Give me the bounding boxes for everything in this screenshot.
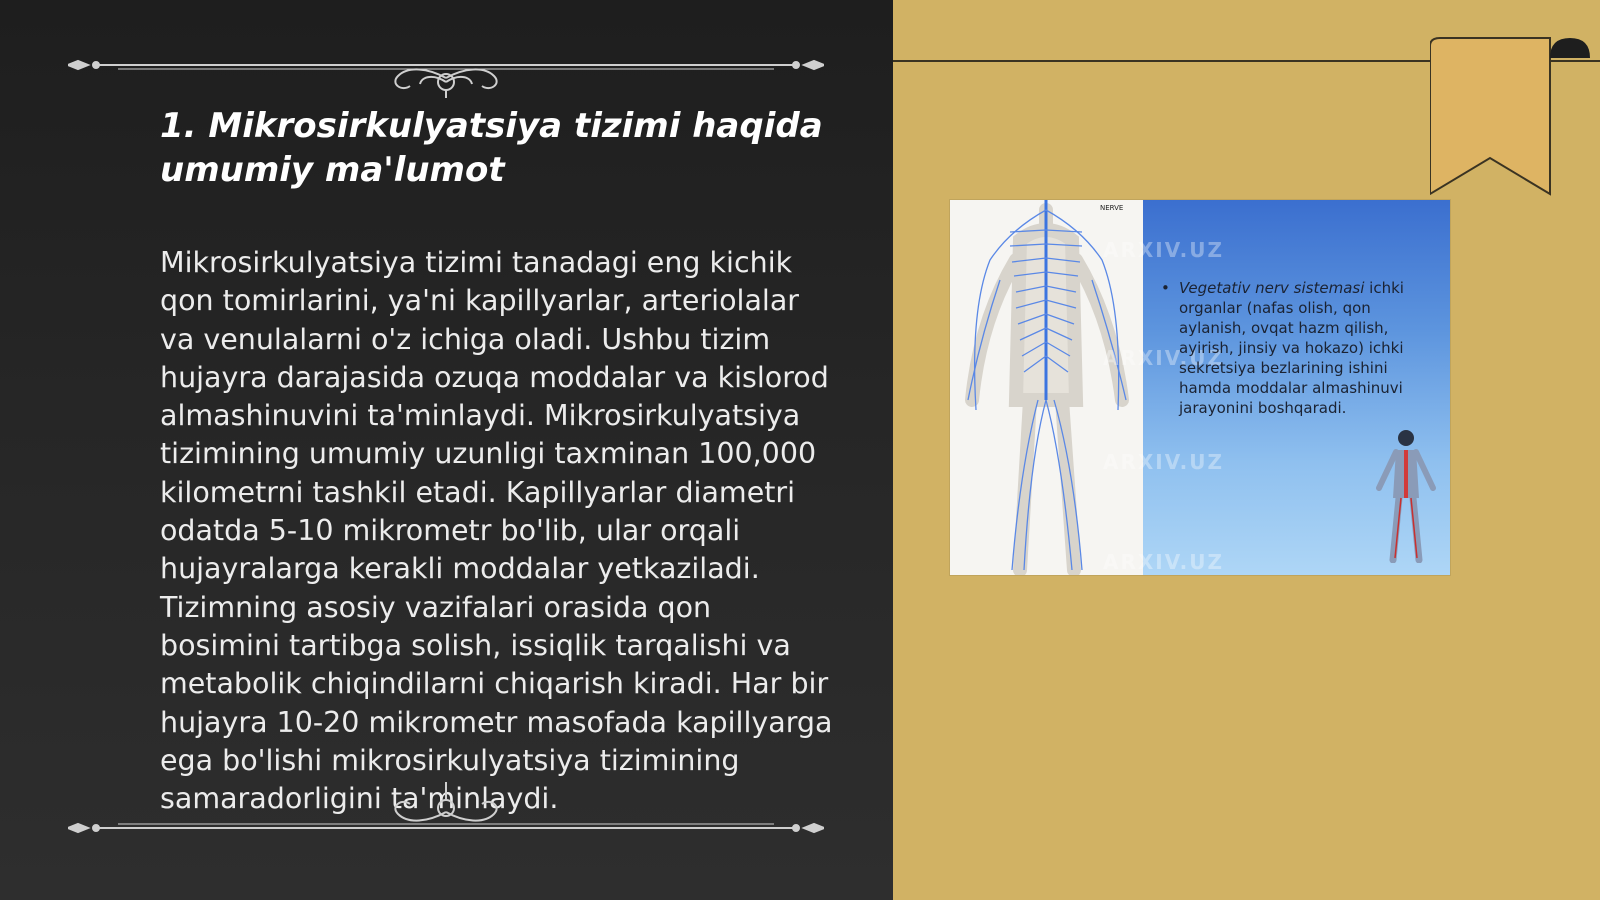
nerve-label: NERVE bbox=[1100, 204, 1124, 212]
human-body-figure-icon bbox=[1371, 428, 1441, 563]
top-ornament-divider-icon bbox=[68, 38, 824, 98]
watermark: ARXIV.UZ bbox=[1103, 550, 1224, 574]
slide-body-text: Mikrosirkulyatsiya tizimi tanadagi eng kichik qon tomirlarini, ya'ni kapillyarlar, arteriolalar va venulalarni o'z ichiga oladi. Ushbu tizim hujayra darajasida ozuqa moddalar va kislorod almashinuvini ta'minlaydi. Mikrosirkulyatsiya tizimining umumiy uzunligi taxminan 100,000 kilometrni tashkil etadi. Kapillyarlar diametri odatda 5-10 mikrometr bo'lib, ular orqali hujayralarga kerakli moddalar yetkaziladi. Tizimning asosiy vazifalari orasida qon bosimini tartibga solish, issiqlik tarqalishi va metabolik chiqindilarni chiqarish kiradi. Har bir hujayra 10-20 mikrometr masofada kapillyarga ega bo'lishi mikrosirkulyatsiya tizimining samaradorligini ta'minlaydi. bbox=[160, 246, 833, 816]
nervous-system-figure bbox=[950, 200, 1450, 575]
bullet-marker: • bbox=[1161, 279, 1170, 297]
watermark: ARXIV.UZ bbox=[1103, 238, 1224, 262]
slide-title: 1. Mikrosirkulyatsiya tizimi haqida umumiy ma'lumot bbox=[160, 106, 823, 190]
caption-heading: Vegetativ nerv sistemasi bbox=[1179, 279, 1365, 297]
bookmark-ribbon-icon bbox=[1430, 34, 1600, 204]
watermark: ARXIV.UZ bbox=[1103, 346, 1224, 370]
caption-text: ichki organlar (nafas olish, qon aylanish, ovqat hazm qilish, ayirish, jinsiy va hokazo) ichki sekretsiya bezlarining ishini hamda moddalar almashinuvi jarayonini boshqaradi. bbox=[1179, 279, 1404, 417]
watermark: ARXIV.UZ bbox=[1103, 450, 1224, 474]
bottom-ornament-divider-icon bbox=[68, 782, 824, 842]
